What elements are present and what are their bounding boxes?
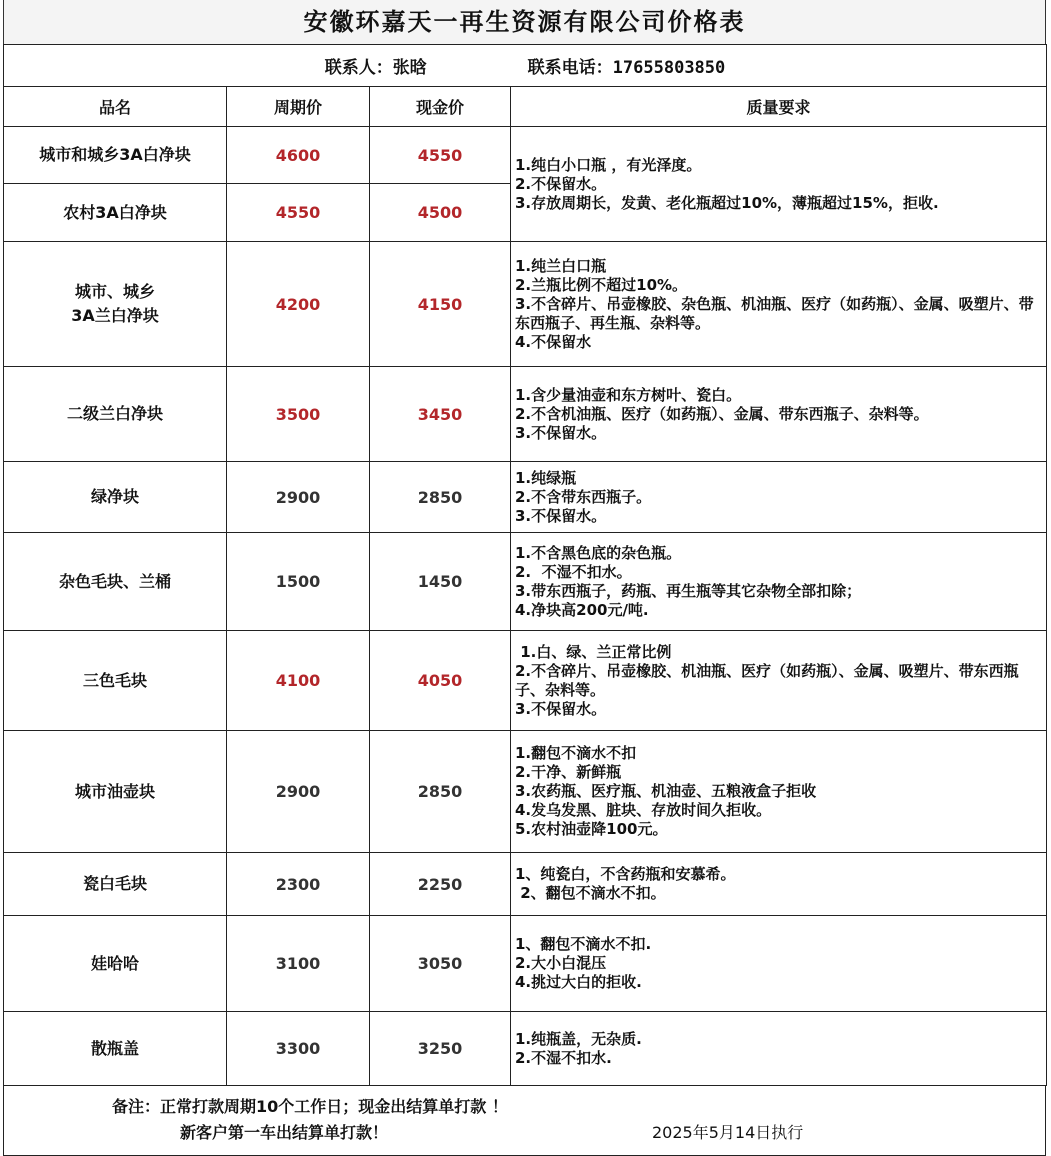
item-name: 二级兰白净块 <box>4 367 227 462</box>
contact-row <box>4 45 1047 87</box>
cash-price: 4150 <box>370 242 511 367</box>
cash-price: 4550 <box>370 127 511 184</box>
quality-requirement: 1、纯瓷白，不含药瓶和安慕希。 2、翻包不滴水不扣。 <box>511 853 1047 916</box>
quality-requirement: 1.不含黑色底的杂色瓶。 2. 不湿不扣水。 3.带东西瓶子，药瓶、再生瓶等其它杂物全部扣除； 4.净块高200元/吨. <box>511 533 1047 631</box>
period-price: 4200 <box>227 242 370 367</box>
footer-note-new-customer: 新客户第一车出结算单打款！ <box>180 1123 389 1142</box>
cash-price: 3050 <box>370 916 511 1012</box>
table-row <box>4 127 1047 184</box>
col-header-name: 品名 <box>4 87 227 127</box>
col-header-cash-price: 现金价 <box>370 87 511 127</box>
quality-requirement: 1.纯绿瓶 2.不含带东西瓶子。 3.不保留水。 <box>511 462 1047 533</box>
table-row <box>4 631 1047 731</box>
period-price: 2900 <box>227 731 370 853</box>
item-name: 瓷白毛块 <box>4 853 227 916</box>
item-name: 农村3A白净块 <box>4 184 227 242</box>
item-name: 城市和城乡3A白净块 <box>4 127 227 184</box>
contact-person: 联系人：张晗 <box>324 58 427 78</box>
item-name: 杂色毛块、兰桶 <box>4 533 227 631</box>
cash-price: 4500 <box>370 184 511 242</box>
item-name: 绿净块 <box>4 462 227 533</box>
col-header-period-price: 周期价 <box>227 87 370 127</box>
item-name: 散瓶盖 <box>4 1012 227 1086</box>
page-title: 安徽环嘉天一再生资源有限公司价格表 <box>3 0 1046 44</box>
effective-date: 2025年5月14日执行 <box>652 1123 804 1142</box>
table-row <box>4 367 1047 462</box>
table-header <box>4 87 1047 127</box>
price-table <box>3 44 1047 1086</box>
quality-requirement: 1.翻包不滴水不扣 2.干净、新鲜瓶 3.农药瓶、医疗瓶、机油壶、五粮液盒子拒收 4.发乌发黑、脏块、存放时间久拒收。 5.农村油壶降100元。 <box>511 731 1047 853</box>
period-price: 4100 <box>227 631 370 731</box>
cash-price: 3450 <box>370 367 511 462</box>
period-price: 4550 <box>227 184 370 242</box>
item-name: 城市、城乡 3A兰白净块 <box>4 242 227 367</box>
period-price: 2300 <box>227 853 370 916</box>
period-price: 2900 <box>227 462 370 533</box>
table-row <box>4 916 1047 1012</box>
period-price: 3500 <box>227 367 370 462</box>
quality-requirement: 1.纯瓶盖，无杂质. 2.不湿不扣水. <box>511 1012 1047 1086</box>
cash-price: 2250 <box>370 853 511 916</box>
price-sheet <box>3 0 1046 1140</box>
table-row <box>4 533 1047 631</box>
cash-price: 2850 <box>370 462 511 533</box>
table-row <box>4 462 1047 533</box>
item-name: 三色毛块 <box>4 631 227 731</box>
col-header-quality: 质量要求 <box>511 87 1047 127</box>
period-price: 3300 <box>227 1012 370 1086</box>
cash-price: 2850 <box>370 731 511 853</box>
quality-requirement: 1.纯兰白口瓶 2.兰瓶比例不超过10%。 3.不含碎片、吊壶橡胶、杂色瓶、机油瓶、医疗（如药瓶）、金属、吸塑片、带东西瓶子、再生瓶、杂料等。 4.不保留水 <box>511 242 1047 367</box>
table-row <box>4 853 1047 916</box>
table-row <box>4 731 1047 853</box>
quality-requirement: 1.含少量油壶和东方树叶、瓷白。 2.不含机油瓶、医疗（如药瓶）、金属、带东西瓶子、杂料等。 3.不保留水。 <box>511 367 1047 462</box>
cash-price: 3250 <box>370 1012 511 1086</box>
table-row <box>4 1012 1047 1086</box>
cash-price: 4050 <box>370 631 511 731</box>
period-price: 3100 <box>227 916 370 1012</box>
period-price: 1500 <box>227 533 370 631</box>
quality-requirement: 1.纯白小口瓶 ，有光泽度。 2.不保留水。 3.存放周期长，发黄、老化瓶超过10%，薄瓶超过15%，拒收. <box>511 127 1047 242</box>
table-row <box>4 242 1047 367</box>
cash-price: 1450 <box>370 533 511 631</box>
period-price: 4600 <box>227 127 370 184</box>
quality-requirement: 1.白、绿、兰正常比例 2.不含碎片、吊壶橡胶、机油瓶、医疗（如药瓶）、金属、吸塑片、带东西瓶子、杂料等。 3.不保留水。 <box>511 631 1047 731</box>
item-name: 城市油壶块 <box>4 731 227 853</box>
footer-note-payment: 备注：正常打款周期10个工作日；现金出结算单打款 ！ <box>112 1097 508 1116</box>
footer-notes <box>3 1086 1046 1156</box>
contact-phone: 联系电话：17655803850 <box>527 58 726 78</box>
item-name: 娃哈哈 <box>4 916 227 1012</box>
quality-requirement: 1、翻包不滴水不扣. 2.大小白混压 4.挑过大白的拒收. <box>511 916 1047 1012</box>
